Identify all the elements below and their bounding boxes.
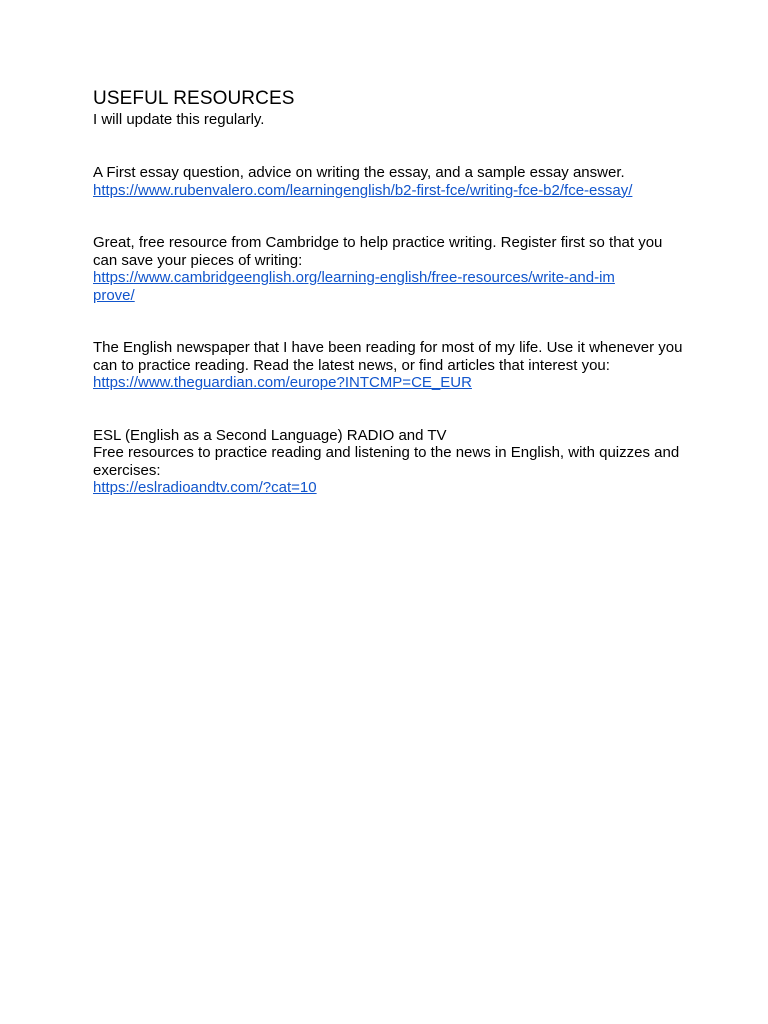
resource-description: Great, free resource from Cambridge to help practice writing. Register first so that you can save your pieces of writing:: [93, 234, 663, 269]
resource-link-rubenvalero[interactable]: https://www.rubenvalero.com/learningenglish/b2-first-fce/writing-fce-b2/fce-essay/: [93, 181, 633, 199]
document-page: [93, 88, 683, 497]
page-title: USEFUL RESOURCES: [93, 88, 295, 109]
resource-description: The English newspaper that I have been reading for most of my life. Use it whenever you can to practice reading. Read the latest news, or find articles that interest you:: [93, 339, 683, 374]
resource-essay: [93, 164, 683, 199]
resource-description: Free resources to practice reading and listening to the news in English, with quizzes and exercises:: [93, 444, 680, 479]
resource-heading: ESL (English as a Second Language) RADIO and TV: [93, 426, 447, 444]
resource-description: A First essay question, advice on writing the essay, and a sample essay answer.: [93, 164, 625, 181]
resource-guardian: [93, 339, 683, 392]
resource-cambridge: [93, 234, 683, 304]
resource-link-guardian[interactable]: https://www.theguardian.com/europe?INTCMP=CE_EUR: [93, 374, 472, 391]
resource-link-cambridge[interactable]: https://www.cambridgeenglish.org/learning-english/free-resources/write-and-improve/: [93, 269, 615, 304]
resource-link-eslradio[interactable]: https://eslradioandtv.com/?cat=10: [93, 479, 317, 496]
page-subtitle: I will update this regularly.: [93, 111, 265, 128]
resource-esl-radio: [93, 427, 683, 497]
